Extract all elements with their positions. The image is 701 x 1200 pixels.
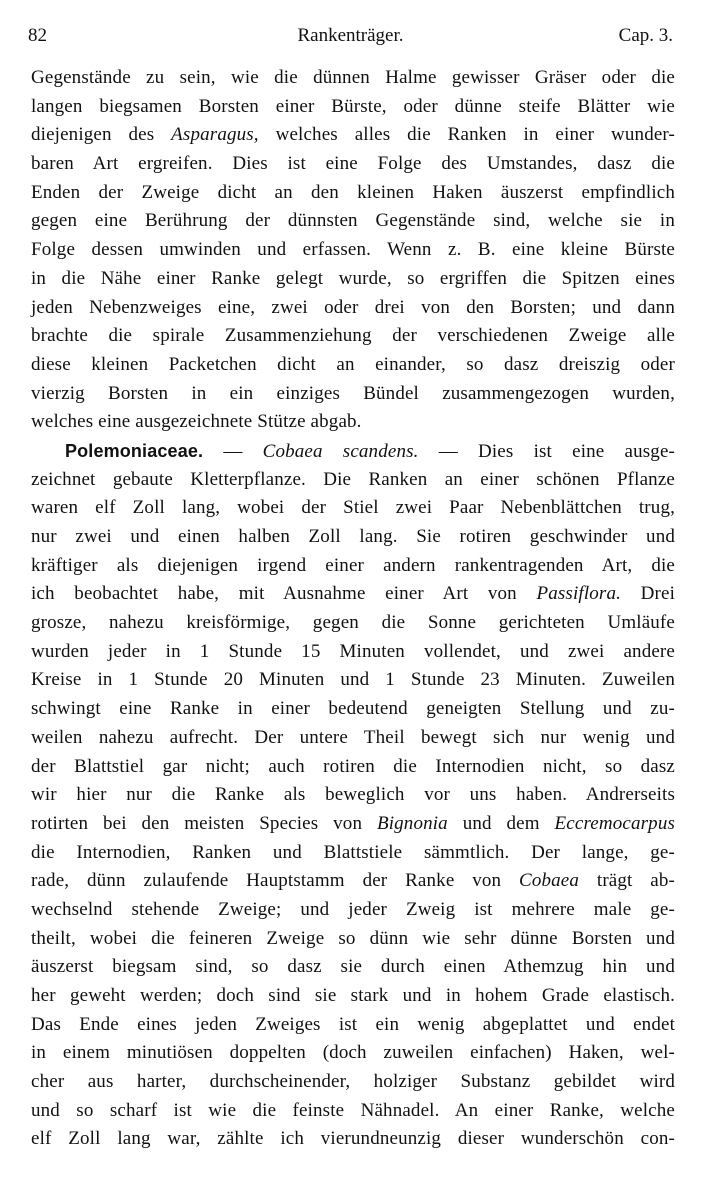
text-segment: — <box>203 440 263 462</box>
text-line: in einem minutiösen doppelten (doch zuweilen einfachen) Haken, wel- <box>31 1042 675 1064</box>
text-line: weilen nahezu aufrecht. Der untere Theil bewegt sich nur wenig und <box>31 726 675 748</box>
text-line: grosze, nahezu kreisförmige, gegen die Sonne gerichteten Umläufe <box>31 612 675 634</box>
text-line: waren elf Zoll lang, wobei der Stiel zwei Paar Nebenblättchen trug, <box>31 497 675 519</box>
text-segment: und dem <box>462 812 540 834</box>
body-text <box>31 64 675 1154</box>
text-line: Kreise in 1 Stunde 20 Minuten und 1 Stunde 23 Minuten. Zuweilen <box>31 669 675 691</box>
text-line: theilt, wobei die feineren Zweige so dünn wie sehr dünne Borsten und <box>31 927 675 949</box>
text-line: brachte die spirale Zusammenziehung der verschiedenen Zweige alle <box>31 325 675 347</box>
italic-term: Bignonia <box>376 812 448 834</box>
text-line: vierzig Borsten in ein einziges Bündel zusammengezogen wurden, <box>31 382 675 404</box>
text-line: äuszerst biegsam sind, so dasz sie durch einen Athemzug hin und <box>31 956 675 978</box>
species-name: Cobaea scandens. <box>262 440 419 462</box>
text-line: und so scharf ist wie die feinste Nähnadel. An einer Ranke, welche <box>31 1099 675 1121</box>
text-line: cher aus harter, durchscheinender, holziger Substanz gebildet wird <box>31 1071 675 1093</box>
italic-term: Cobaea <box>519 870 580 892</box>
page-number: 82 <box>28 25 47 46</box>
text-line: Enden der Zweige dicht an den kleinen Haken äuszerst empfindlich <box>31 181 675 203</box>
page-header <box>28 22 673 50</box>
text-line: elf Zoll lang war, zählte ich vierundneunzig dieser wunderschön con- <box>31 1128 675 1150</box>
italic-term: Asparagus, <box>171 124 259 146</box>
text-line: Folge dessen umwinden und erfassen. Wenn z. B. eine kleine Bürste <box>31 239 675 261</box>
text-line: langen biegsamen Borsten einer Bürste, oder dünne steife Blätter wie <box>31 95 675 117</box>
text-line: baren Art ergreifen. Dies ist eine Folge des Umstandes, dasz die <box>31 153 675 175</box>
text-segment: welches alles die Ranken in einer wunder- <box>275 124 675 146</box>
text-line <box>31 121 675 150</box>
text-segment: rotirten bei den meisten Species von <box>31 812 363 834</box>
text-line: jeden Nebenzweiges eine, zwei oder drei von den Borsten; und dann <box>31 296 675 318</box>
text-segment: — Dies ist eine ausge- <box>418 440 675 462</box>
text-line: nur zwei und einen halben Zoll lang. Sie rotiren geschwinder und <box>31 526 675 547</box>
text-line: welches eine ausgezeichnete Stütze abgab. <box>31 411 362 433</box>
text-segment: trägt ab- <box>596 870 676 892</box>
text-line <box>31 867 675 896</box>
text-line: wurden jeder in 1 Stunde 15 Minuten vollendet, und zwei andere <box>31 640 675 662</box>
text-line: Das Ende eines jeden Zweiges ist ein wenig abgeplattet und endet <box>31 1013 675 1035</box>
chapter-label: Cap. 3. <box>618 25 673 46</box>
running-title: Rankenträger. <box>297 25 404 46</box>
text-line: schwingt eine Ranke in einer bedeutend geneigten Stellung und zu- <box>31 698 675 720</box>
text-segment: diejenigen des <box>31 124 155 146</box>
italic-term: Eccremocarpus <box>554 812 676 834</box>
text-segment: Drei <box>640 583 676 605</box>
text-segment: rade, dünn zulaufende Hauptstamm der Ranke von <box>31 870 502 892</box>
text-line: gegen eine Berührung der dünnsten Gegenstände sind, welche sie in <box>31 210 675 232</box>
text-segment: ich beobachtet habe, mit Ausnahme einer Art von <box>31 583 517 605</box>
text-line: wir hier nur die Ranke als beweglich vor uns haben. Andrerseits <box>31 784 675 806</box>
family-heading: Polemoniaceae. <box>65 440 204 461</box>
section-heading-line <box>31 437 675 466</box>
text-line: wechselnd stehende Zweige; und jeder Zweig ist mehrere male ge- <box>31 898 675 920</box>
text-line <box>31 580 675 609</box>
text-line: in die Nähe einer Ranke gelegt wurde, so ergriffen die Spitzen eines <box>31 267 675 289</box>
text-line: der Blattstiel gar nicht; auch rotiren die Internodien nicht, so dasz <box>31 755 675 777</box>
text-line: Gegenstände zu sein, wie die dünnen Halme gewisser Gräser oder die <box>31 67 675 88</box>
text-line: zeichnet gebaute Kletterpflanze. Die Ranken an einer schönen Pflanze <box>31 468 675 490</box>
text-line: diese kleinen Packetchen dicht an einander, so dasz dreiszig oder <box>31 353 675 375</box>
text-line: die Internodien, Ranken und Blattstiele sämmtlich. Der lange, ge- <box>31 841 675 863</box>
text-line <box>31 810 675 839</box>
text-line: kräftiger als diejenigen irgend einer andern rankentragenden Art, die <box>31 554 675 576</box>
text-line: her geweht werden; doch sind sie stark und in hohem Grade elastisch. <box>31 985 675 1006</box>
italic-term: Passiflora. <box>536 583 621 605</box>
